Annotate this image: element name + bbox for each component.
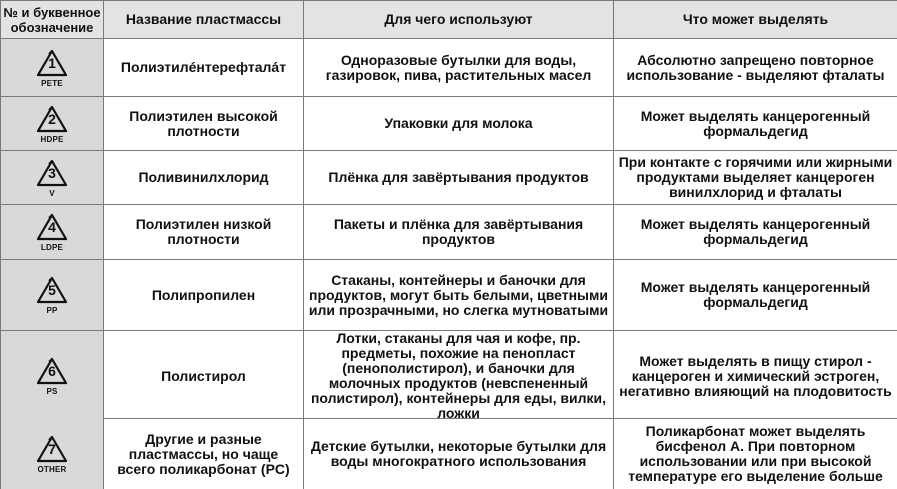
code-cell: [1, 260, 104, 330]
plastic-abbr: OTHER: [37, 465, 67, 474]
plastic-use: Упаковки для молока: [304, 97, 614, 150]
recycle-icon: [35, 48, 69, 78]
code-cell: [1, 97, 104, 150]
plastic-number: 1: [48, 54, 56, 71]
plastic-abbr: HDPE: [40, 134, 64, 144]
table-row: [1, 331, 897, 419]
header-code: № и буквенное обозначение: [1, 1, 104, 38]
plastic-abbr: V: [49, 188, 55, 198]
plastic-name: Полиэтилéнтерефталáт: [104, 39, 304, 96]
plastic-use: Детские бутылки, некоторые бутылки для воды многократного использования: [304, 419, 614, 489]
plastic-abbr: LDPE: [40, 243, 64, 252]
plastic-use: Одноразовые бутылки для воды, газировок, пива, растительных масел: [304, 39, 614, 96]
table-row: [1, 205, 897, 260]
code-cell: [1, 151, 104, 204]
recycle-icon: [35, 158, 69, 188]
plastic-number: 4: [48, 219, 56, 235]
code-cell: [1, 331, 104, 421]
plastic-emission: Может выделять в пищу стирол - канцероген и химический эстроген, негативно влияющий на плодовитость: [614, 331, 897, 421]
recycle-icon: [35, 212, 69, 242]
plastic-emission: Может выделять канцерогенный формальдегид: [614, 97, 897, 150]
table-row: [1, 39, 897, 97]
plastic-number: 3: [48, 164, 56, 181]
plastic-abbr: PS: [46, 387, 58, 396]
plastic-emission: Может выделять канцерогенный формальдегид: [614, 205, 897, 259]
plastic-number: 5: [48, 282, 56, 298]
header-use: Для чего используют: [304, 1, 614, 38]
table-header-row: [1, 1, 897, 39]
plastic-number: 2: [48, 110, 56, 127]
header-emit: Что может выделять: [614, 1, 897, 38]
plastic-use: Лотки, стаканы для чая и кофе, пр. предметы, похожие на пенопласт (пенополистирол), и баночки для молочных продуктов (невспененный полистирол), контейнеры для еды, вилки, ложки: [304, 331, 614, 421]
plastic-abbr: PETE: [41, 78, 63, 88]
plastic-name: Поливинилхлорид: [104, 151, 304, 204]
code-cell: [1, 419, 104, 489]
table-row: [1, 260, 897, 331]
plastic-number: 7: [48, 441, 56, 457]
recycle-icon: [35, 104, 69, 134]
recycle-icon: [35, 275, 69, 305]
plastic-name: Полистирол: [104, 331, 304, 421]
code-cell: [1, 39, 104, 96]
plastic-name: Другие и разные пластмассы, но чаще всего поликарбонат (PC): [104, 419, 304, 489]
table-row: [1, 151, 897, 205]
plastic-name: Полипропилен: [104, 260, 304, 330]
plastic-use: Пакеты и плёнка для завёртывания продуктов: [304, 205, 614, 259]
header-name: Название пластмассы: [104, 1, 304, 38]
plastic-emission: Абсолютно запрещено повторное использование - выделяют фталаты: [614, 39, 897, 96]
plastic-emission: Поликарбонат может выделять бисфенол А. При повторном использовании или при высокой температуре его выделение больше: [614, 419, 897, 489]
plastic-use: Плёнка для завёртывания продуктов: [304, 151, 614, 204]
plastic-use: Стаканы, контейнеры и баночки для продуктов, могут быть белыми, цветными или прозрачными, но слегка мутноватыми: [304, 260, 614, 330]
plastic-name: Полиэтилен высокой плотности: [104, 97, 304, 150]
recycle-icon: [35, 356, 69, 386]
plastic-number: 6: [48, 363, 56, 379]
plastic-emission: При контакте с горячими или жирными продуктами выделяет канцероген винилхлорид и фталаты: [614, 151, 897, 204]
recycle-icon: [35, 434, 69, 464]
plastic-name: Полиэтилен низкой плотности: [104, 205, 304, 259]
code-cell: [1, 205, 104, 259]
table-row: [1, 97, 897, 151]
table-row: [1, 419, 897, 489]
plastic-emission: Может выделять канцерогенный формальдегид: [614, 260, 897, 330]
plastic-abbr: PP: [46, 306, 58, 315]
